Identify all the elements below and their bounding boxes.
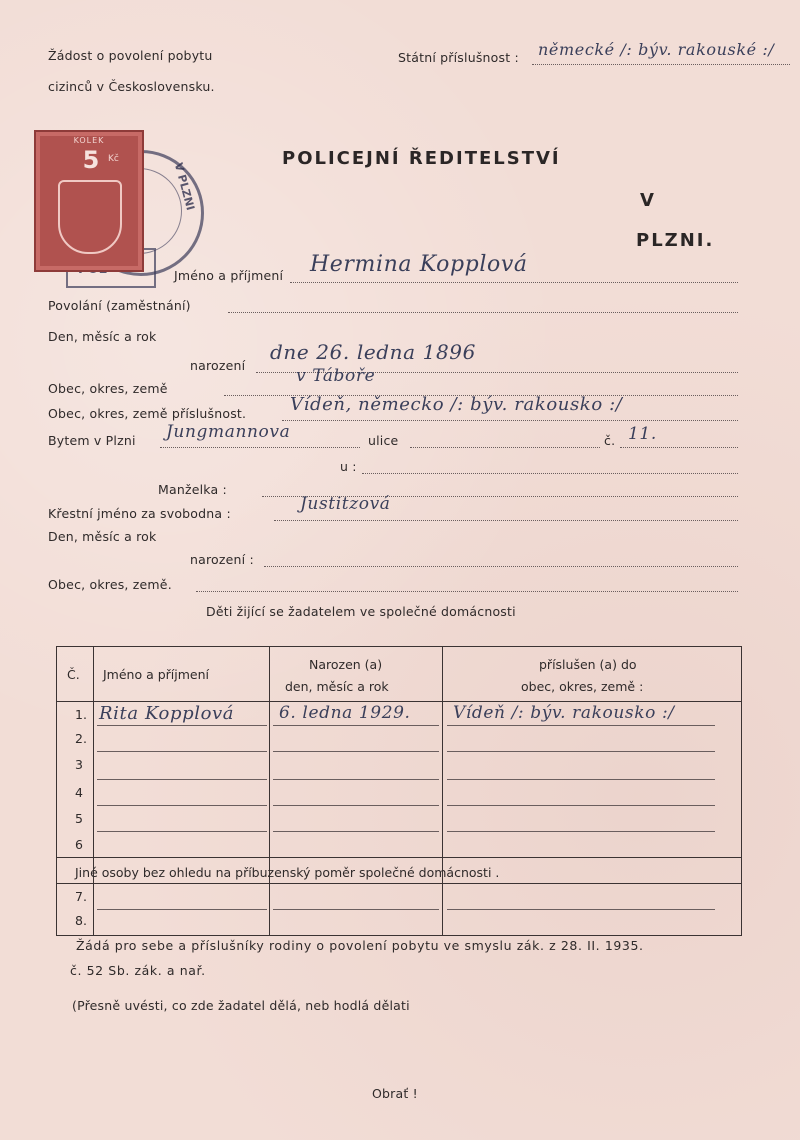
street-line [410,447,600,448]
wife-birth-date-label2: narození : [190,552,254,567]
citizenship-label: Státní příslušnost : [398,50,519,65]
citizenship-line [532,64,790,65]
care-of-line [362,473,738,474]
citizenship-value: německé /: býv. rakouské :/ [538,40,775,59]
birth-place-value: v Táboře [296,366,376,386]
children-heading: Děti žijící se žadatelem ve společné domácnosti [206,604,516,619]
birth-date-label2: narození [190,358,246,373]
table-row-line [447,751,715,752]
form-heading-line2: cizinců v Československu. [48,79,215,94]
revenue-stamp [34,130,144,272]
wife-birth-date-label: Den, měsíc a rok [48,529,157,544]
maiden-name-line [274,520,738,521]
office-title-city: PLZNI. [636,230,715,251]
col-header-name: Jméno a příjmení [103,667,210,682]
child-name: Rita Kopplová [99,703,235,724]
table-row-line [273,805,439,806]
children-table [56,646,742,936]
others-divider-top [57,857,741,858]
form-heading-line1: Žádost o povolení pobytu [48,48,213,63]
domicile-label: Obec, okres, země příslušnost. [48,406,247,421]
stamp-header: KOLEK [73,136,105,145]
residence-street-value: Jungmannova [166,422,291,442]
row-number: 8. [75,913,87,928]
table-row-line [447,831,715,832]
house-number-value: 11. [628,424,657,444]
maiden-name-label: Křestní jméno za svobodna : [48,506,231,521]
coat-of-arms-icon [58,180,122,254]
wife-birth-date-line [264,566,738,567]
table-row-line [447,909,715,910]
col-header-domicile-1: příslušen (a) do [539,657,637,672]
table-row-line [273,779,439,780]
col-header-number: Č. [67,667,80,682]
care-of-label: u : [340,459,357,474]
stamp-value: 5 [82,146,100,174]
table-row-line [447,779,715,780]
office-title-v: V [640,190,656,211]
row-number: 5 [75,811,83,826]
table-header-divider [57,701,741,702]
row-number: 2. [75,731,87,746]
occupation-label: Povolání (zaměstnání) [48,298,191,313]
row-number: 6 [75,837,83,852]
table-row-line [97,831,267,832]
residence-label: Bytem v Plzni [48,433,136,448]
birth-date-value: dne 26. ledna 1896 [270,340,476,364]
table-col-divider [93,647,94,935]
table-row-line [97,779,267,780]
table-row-line [273,831,439,832]
table-row-line [97,805,267,806]
row-number: 3 [75,757,83,772]
house-number-label: č. [604,433,616,448]
birth-date-label: Den, měsíc a rok [48,329,157,344]
domicile-line [282,420,738,421]
col-header-domicile-2: obec, okres, země : [521,679,644,694]
wife-birth-place-label: Obec, okres, země. [48,577,172,592]
others-divider-bottom [57,883,741,884]
house-number-line [620,447,738,448]
table-row-line [97,751,267,752]
office-title: POLICEJNÍ ŘEDITELSTVÍ [282,148,561,169]
instruction-note: (Přesně uvésti, co zde žadatel dělá, neb hodlá dělati [72,998,410,1013]
wife-label: Manželka : [158,482,227,497]
domicile-value: Vídeň, německo /: býv. rakousko :/ [290,394,623,415]
stamp-unit: Kč [108,154,119,164]
table-row-line [273,751,439,752]
street-label: ulice [368,433,399,448]
table-row-line [447,725,715,726]
seal-text-city: V PLZNI [171,161,197,212]
table-row-line [273,909,439,910]
request-text-line2: č. 52 Sb. zák. a nař. [70,963,206,978]
table-col-divider [442,647,443,935]
table-col-divider [269,647,270,935]
child-domicile: Vídeň /: býv. rakousko :/ [453,703,675,723]
table-row-line [97,909,267,910]
table-row-line [447,805,715,806]
name-label: Jméno a příjmení [174,268,284,283]
maiden-name-value: Justitzová [300,494,391,514]
row-number: 1. [75,707,87,722]
name-line [290,282,738,283]
col-header-born-2: den, měsíc a rok [285,679,389,694]
wife-birth-place-line [196,591,738,592]
occupation-line [228,312,738,313]
col-header-born-1: Narozen (a) [309,657,383,672]
child-birth-date: 6. ledna 1929. [279,703,411,723]
others-heading: Jiné osoby bez ohledu na příbuzenský poměr společné domácnosti . [75,865,500,880]
table-row-line [97,725,267,726]
turn-over-note: Obrať ! [372,1086,418,1101]
row-number: 4 [75,785,83,800]
residence-line [160,447,360,448]
row-number: 7. [75,889,87,904]
table-row-line [273,725,439,726]
birth-place-label: Obec, okres, země [48,381,168,396]
request-text-line1: Žádá pro sebe a příslušníky rodiny o povolení pobytu ve smyslu zák. z 28. II. 1935. [76,938,644,953]
name-value: Hermina Kopplová [310,252,528,277]
